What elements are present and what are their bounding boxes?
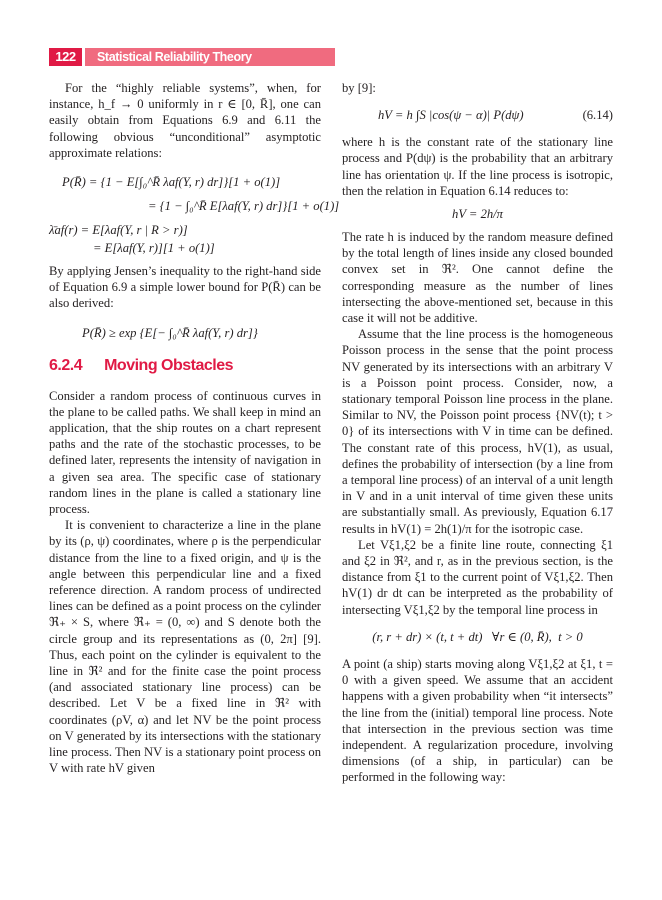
right-column [342, 80, 613, 786]
equation-row [378, 106, 613, 124]
equation: P(R̄) ≥ exp {E[− ∫₀^R̄ λaf(Y, r) dr]} [82, 325, 258, 340]
paragraph: For the “highly reliable systems”, when, for instance, h_f → 0 uniformly in r ∈ [0, R̄], one can easily obtain from Equations 6.9 and 6.11 the following obvious “unconditional” asymptotic approximate relations: [49, 81, 321, 160]
running-title: Statistical Reliability Theory [85, 48, 335, 66]
paragraph: by [9]: [342, 81, 376, 95]
paragraph: The rate h is induced by the random measure defined by the total length of lines inside any closed bounded convex set in ℜ². One cannot define the corresponding measure as the number of lines intersecting the above-mentioned set, because in this case it will not be additive. [342, 230, 613, 326]
equation: (r, r + dr) × (t, t + dt) ∀r ∈ (0, R̄), t > 0 [372, 629, 583, 644]
section-heading [49, 356, 321, 376]
equation-block [49, 173, 340, 257]
paragraph: Consider a random process of continuous curves in the plane to be called paths. We shall keep in mind an application, that the ship routes on a chart represent paths and the rate of the stochastic processes, to be defined later, represents the intensity of navigation in a given sea area. The specific case of stationary random lines in the plane is called a stationary line process. [49, 388, 321, 517]
paragraph: It is convenient to characterize a line in the plane by its (ρ, ψ) coordinates, where ρ is the perpendicular distance from the line to a fixed origin, and ψ is the angle between this perpendicular line and a fixed reference direction. A random process of undirected lines can be defined as a point process on the cylinder ℜ₊ × S, where ℜ₊ = (0, ∞) and S denote both the circle group and its representations as (0, 2π] [9]. Thus, each point on the cylinder is equivalent to the line in ℜ² and for the finite case the point process (and associated stationary line process) can be described. Let V be a fixed line in ℜ² with coordinates (ρV, α) and let NV be the point process on V generated by its intersections with the stationary line process. Then NV is a stationary point process on V with rate hV given [49, 518, 321, 776]
equation: hV = h ∫S |cos(ψ − α)| P(dψ) [378, 108, 524, 123]
equation: = {1 − ∫₀^R̄ E[λaf(Y, r) dr]}[1 + o(1)] [148, 199, 340, 214]
paragraph: where h is the constant rate of the stationary line process and P(dψ) is the probability that an arbitrary line has orientation ψ. If the line process is isotropic, then the relation in Equation 6.14 reduces to: [342, 135, 613, 198]
equation: P(R̄) = {1 − E[∫₀^R̄ λaf(Y, r) dr]}[1 + o(1)] [62, 175, 281, 190]
paragraph: Assume that the line process is the homogeneous Poisson process in the sense that the point process NV generated by its intersections with an arbitrary V is a Poisson point process. Consider, now, a stationary temporal Poisson line process in the plane. Similar to NV, the Poisson point process {NV(t); t > 0} of its intersections with V in time can be defined. The constant rate of this process, hV(1), as usual, defines the probability of intersection (by a line from a temporal line process) of an interval of a unit length in V and in a unit interval of time given these units are substantially small. As previously, Equation 6.17 results in hV(1) = 2h(1)/π for the isotropic case. [342, 327, 613, 536]
paragraph: By applying Jensen’s inequality to the right-hand side of Equation 6.9 a simple lower bound for P(R̄) can be also derived: [49, 264, 321, 311]
section-title: Moving Obstacles [104, 356, 234, 374]
paragraph: A point (a ship) starts moving along Vξ1,ξ2 at ξ1, t = 0 with a given speed. We assume that an accident happens with a given probability when “it intersects” the line from the (initial) temporal line process. Note that intersection in the previous section was time independent. A regularization procedure, involving dimensions (of a ship, in particular) can be performed in the following way: [342, 656, 613, 785]
equation-number: (6.14) [582, 107, 613, 122]
equation: λ̄af(r) = E[λaf(Y, r | R > r)] [49, 223, 188, 238]
left-column [49, 80, 340, 777]
section-number: 6.2.4 [49, 356, 83, 374]
page-number: 122 [49, 48, 82, 66]
equation: = E[λaf(Y, r)][1 + o(1)] [93, 241, 215, 256]
equation: hV = 2h/π [452, 207, 503, 222]
paragraph: Let Vξ1,ξ2 be a finite line route, connecting ξ1 and ξ2 in ℜ², and r, as in the previous section, is the distance from ξ1 to the current point of Vξ1,ξ2. Then hV(1) dr dt can be interpreted as the probability of intersecting Vξ1,ξ2 by the temporal line process in [342, 537, 613, 617]
